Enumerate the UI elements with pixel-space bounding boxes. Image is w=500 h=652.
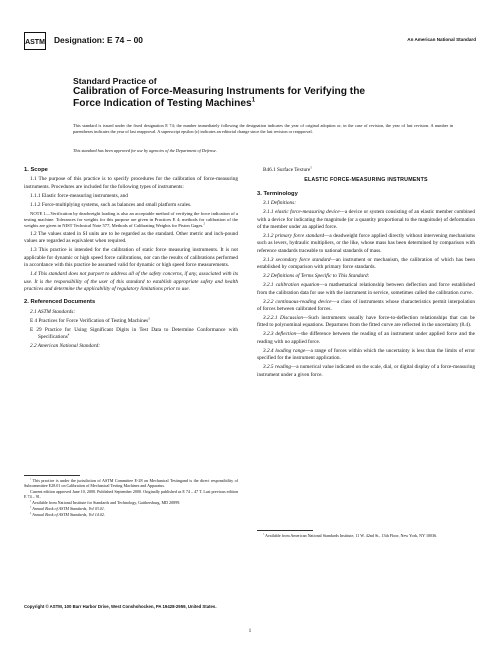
title-line-1: Standard Practice of	[73, 76, 157, 86]
right-column	[257, 167, 475, 381]
para-2-2: 2.2 American National Standard:	[30, 343, 100, 350]
approval-note: This standard has been approved for use by agencies of the Department of Defense.	[73, 148, 217, 153]
para-2-1: 2.1 ASTM Standards:	[30, 308, 76, 315]
para-3-2-1: 3.2.1 calibration equation—a mathematical relationship between deflection and force established from the calibration data for use with the instrument in service, sometimes called the calibration curve.	[257, 282, 475, 296]
designation: Designation: E 74 – 00	[54, 35, 143, 45]
para-3-2-3: 3.2.3 deflection—the difference between the reading of an instrument under applied force and the reading with no applied force.	[257, 331, 475, 345]
american-national-standard-label: An American National Standard	[407, 37, 476, 42]
para-3-1-1: 3.1.1 elastic force-measuring device—a device or system consisting of an elastic member combined with a device for indicating the magnitude (or a quantity proportional to the magnitude) of deformation of the member under an applied force.	[257, 209, 475, 231]
footnotes-left	[24, 478, 238, 517]
title-line-2: Calibration of Force-Measuring Instruments for Verifying the	[73, 86, 366, 97]
astm-logo-icon	[24, 32, 46, 50]
para-3-2-2-1: 3.2.2.1 Discussion—Such instruments usually have force-to-deflection relationships that can be fitted to polynominal equations. Departures from the fitted curve are reflected in the uncertainty (8.4).	[257, 315, 475, 329]
page-number: 1	[248, 628, 252, 634]
para-3-2: 3.2 Definitions of Terms Specific to This Standard:	[263, 273, 370, 280]
scope-heading: 1. Scope	[24, 167, 48, 173]
title-block	[73, 76, 453, 109]
ref-e29: E 29 Practice for Using Significant Digits in Test Data to Determine Conformance with Specifications$^4$	[30, 326, 238, 341]
title-footnote-mark: 1	[251, 96, 256, 104]
svg-text:ASTM: ASTM	[25, 39, 45, 46]
footnote-divider-left	[24, 475, 80, 476]
footnote-item: $^5$ Available from American National Standards Institute, 11 W. 42nd St., 13th Floor, New York, NY 10036.	[263, 532, 438, 538]
standard-issuance-note: This standard is issued under the fixed designation E 74; the number immediately following the designation indicates the year of original adoption or, in the case of revision, the year of last revision. A number in parentheses indicates the year of last reapproval. A superscript epsilon (ε) indicates an editorial change since the last revision or reapproval.	[73, 123, 453, 134]
para-1-4: 1.4 This standard does not purport to address all of the safety concerns, if any, associated with its use. It is the responsibility of the user of this standard to establish appropriate safety and health practices and determine the applicability of regulatory limitations prior to use.	[24, 271, 238, 293]
para-1-1-2: 1.1.2 Force-multiplying systems, such as balances and small platform scales.	[30, 201, 192, 208]
terminology-heading: 3. Terminology	[257, 190, 298, 197]
para-1-2: 1.2 The values stated in SI units are to be regarded as the standard. Other metric and inch-pound values are regarded as equivalent when required.	[24, 231, 238, 245]
footnote-item: Current edition approved June 10, 2000. Published September 2000. Originally published as E 74 – 47 T. Last previous edition E 74 – 91.	[24, 489, 238, 500]
para-1-1-1: 1.1.1 Elastic force-measuring instruments, and	[30, 192, 128, 199]
para-1-1: 1.1 The purpose of this practice is to specify procedures for the calibration of force-measuring instruments. Procedures are included for the following types of instruments:	[24, 176, 238, 190]
copyright-line: Copyright © ASTM, 100 Barr Harbor Drive, West Conshohocken, PA 19428-2959, United States.	[24, 604, 217, 609]
footnote-item: $^2$ Available from National Institute for Standards and Technology, Gaithersburg, MD 20899.	[30, 499, 181, 505]
para-1-3: 1.3 This practice is intended for the calibration of static force measuring instruments. It is not applicable for dynamic or high speed force calibrations, nor can the results of calibrations performed in accordance with this practice be assumed valid for dynamic or high speed force measurements.	[24, 247, 238, 269]
para-3-2-2: 3.2.2 continuous-reading device—a class of instruments whose characteristics permit interpolation of forces between calibrated forces.	[257, 298, 475, 313]
footnotes-right	[257, 533, 475, 538]
ref-e4: E 4 Practices for Force Verification of Testing Machines$^3$	[30, 316, 150, 324]
title-line-3: Force Indication of Testing Machines$^1$	[73, 96, 256, 109]
footnote-item: $^4$ Annual Book of ASTM Standards, Vol 14.02.	[30, 511, 105, 517]
para-3-2-5: 3.2.5 reading—a numerical value indicated on the scale, dial, or digital display of a force-measuring instrument under a given force.	[257, 364, 475, 378]
footnote-item: $^1$ This practice is under the jurisdiction of ASTM Committee E-28 on Mechanical Testingand is the direct responsibility of Subcommittee E28.01 on Calibration of Mechanical Testing Machines and Apparatus.	[24, 477, 238, 489]
footnote-item: $^3$ Annual Book of ASTM Standards, Vol 03.01.	[30, 505, 105, 511]
para-3-1-3: 3.1.3 secondary force standard—an instrument or mechanism, the calibration of which has been established by comparison with primary force standards.	[257, 256, 475, 271]
elastic-instruments-heading: ELASTIC FORCE-MEASURING INSTRUMENTS	[304, 177, 428, 184]
footnote-divider-right	[257, 530, 313, 531]
ref-b46: B46.1 Surface Texture$^5$	[263, 165, 312, 173]
referenced-documents-heading: 2. Referenced Documents	[24, 299, 96, 306]
left-column	[24, 167, 238, 352]
para-3-1: 3.1 Definitions:	[263, 200, 296, 207]
para-3-2-4: 3.2.4 loading range—a range of forces within which the uncertainty is less than the limits of error specified for the instrument application.	[257, 347, 475, 362]
note-1: NOTE 1—Verification by deadweight loading is also an acceptable method of verifying the force indication of a testing machine. Tolerances for weights for this purpose are given in Practices E 4; methods for calibration of the weights are given in NIST Technical Note 577, Methods of Calibrating Weights for Piston Gages.$^2$	[24, 210, 238, 229]
page-header	[24, 32, 476, 52]
para-3-1-2: 3.1.2 primary force standard—a deadweight force applied directly without intervening mechanisms such as levers, hydraulic multipliers, or the like, whose mass has been determined by comparison with reference standards traceable to national standards of mass.	[257, 233, 476, 254]
